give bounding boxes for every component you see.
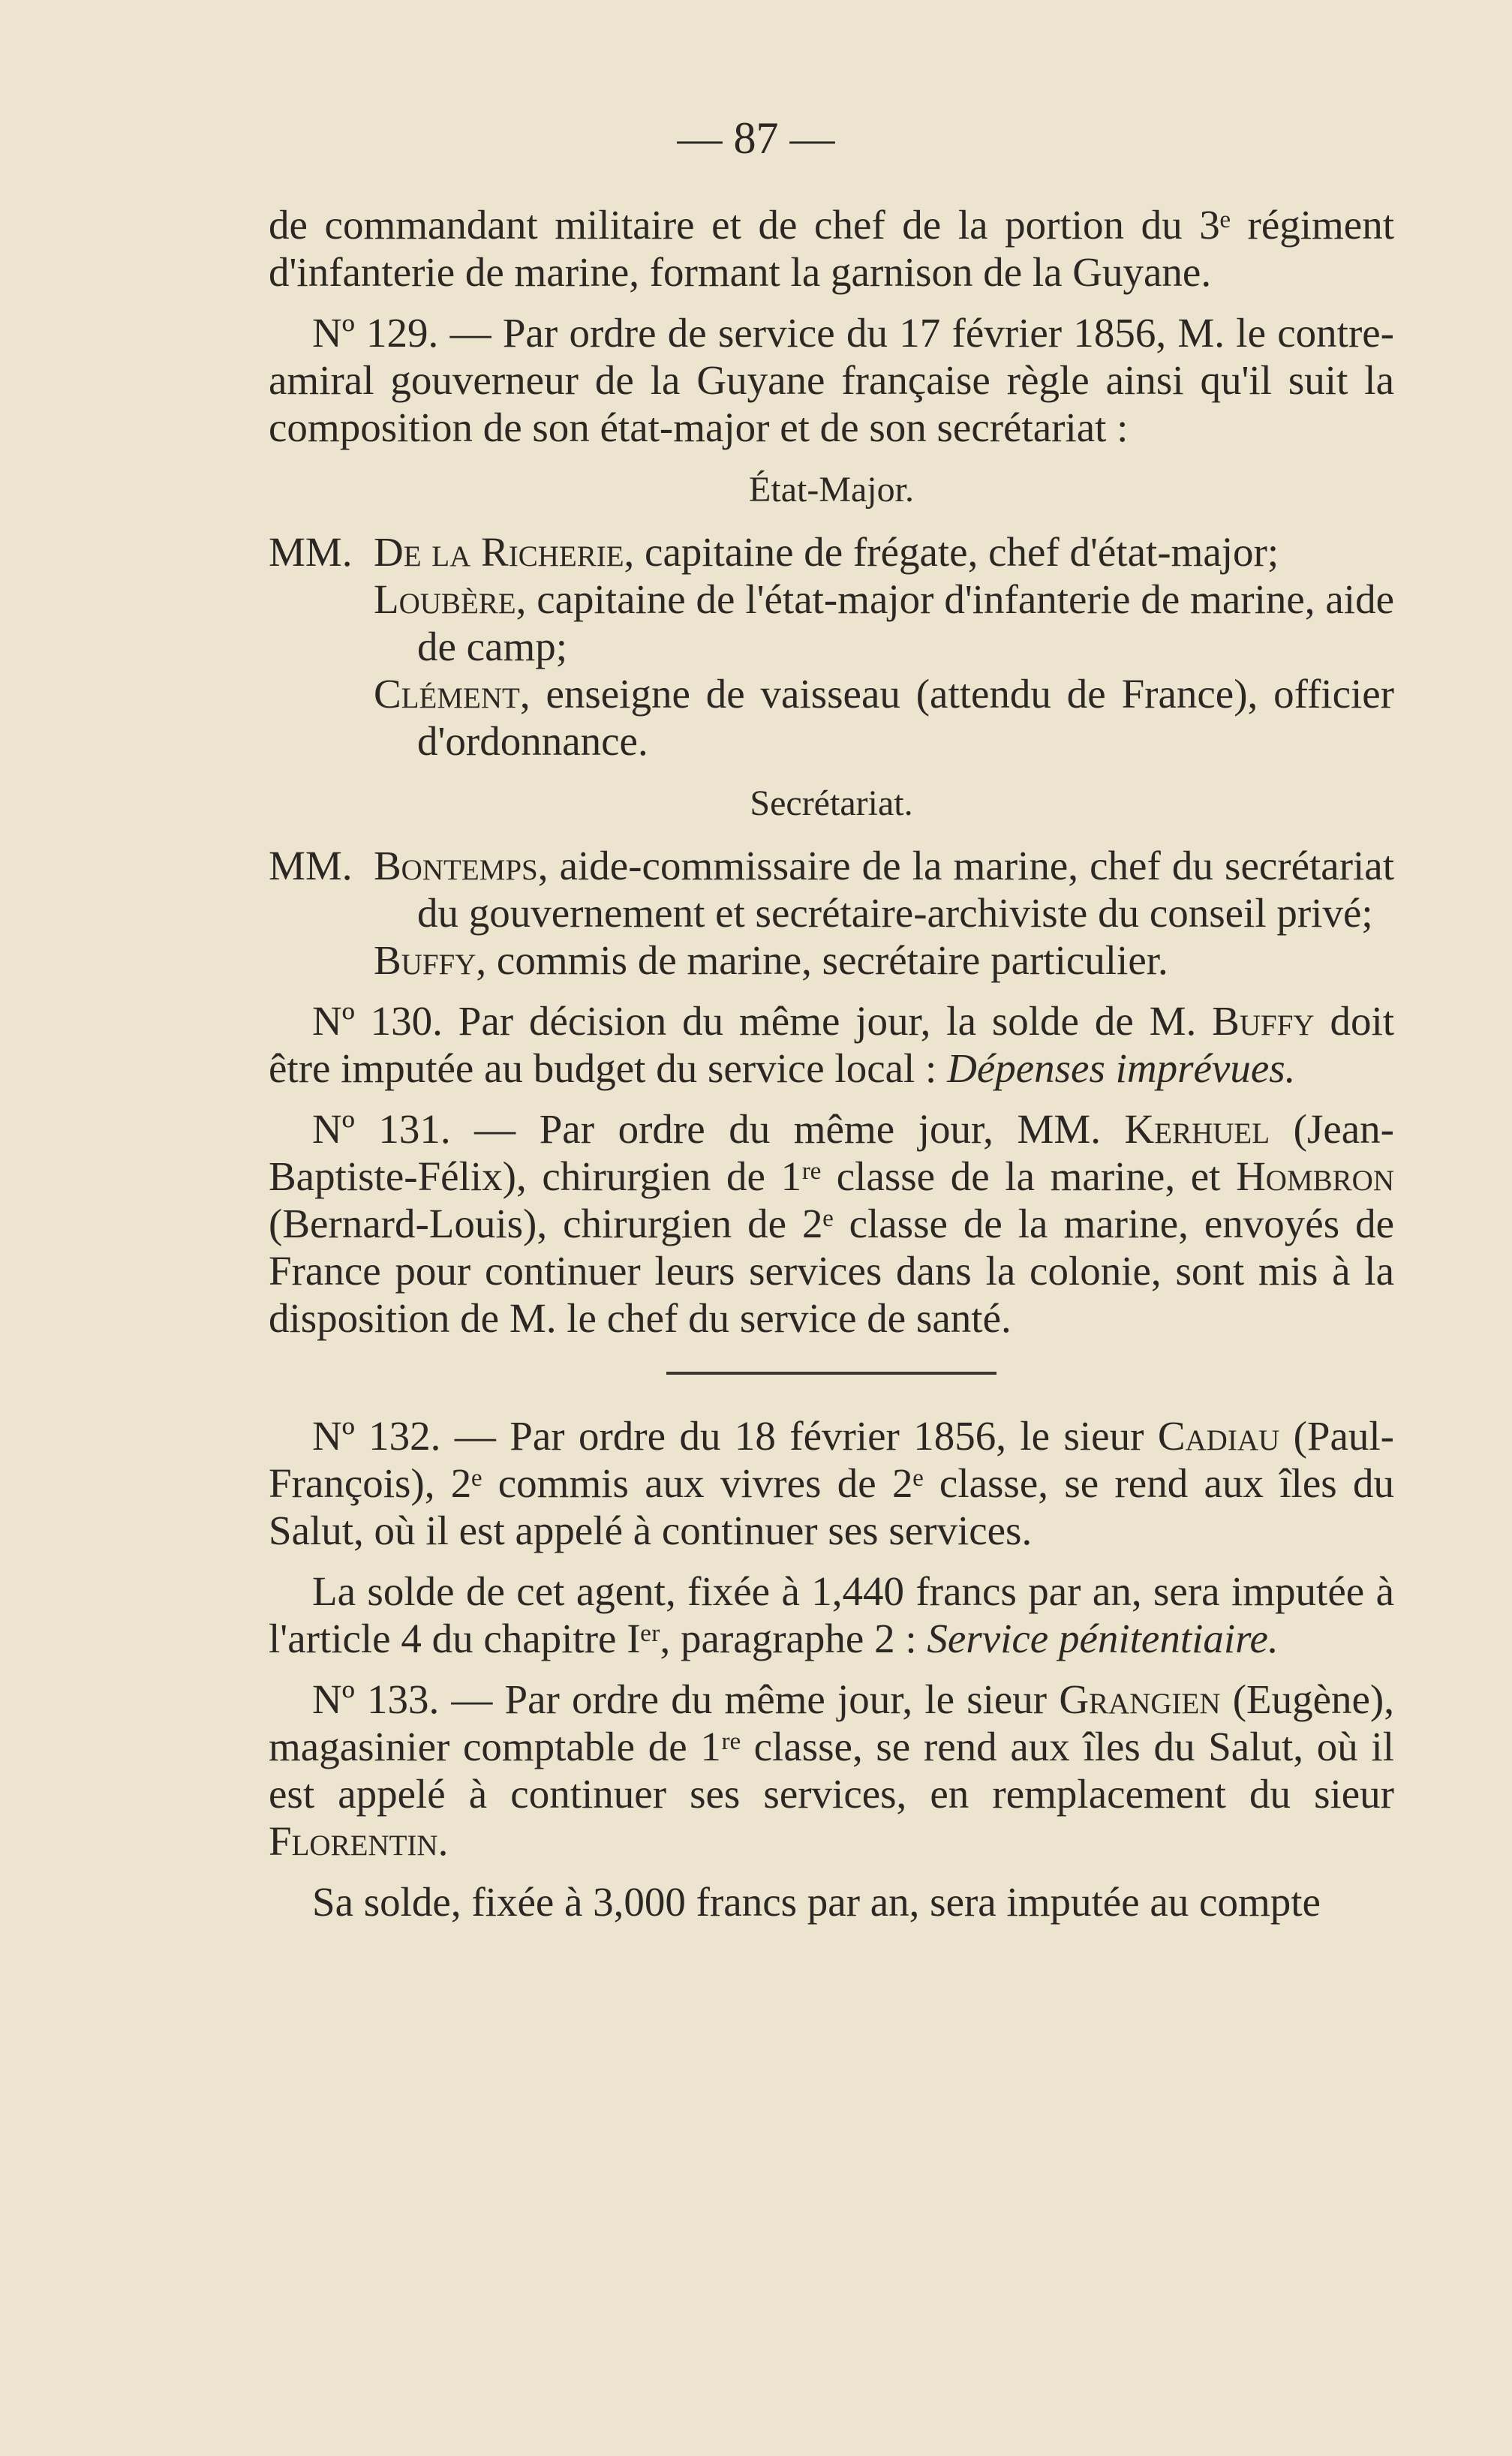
paragraph-133-solde: Sa solde, fixée à 3,000 francs par an, sera imputée au compte xyxy=(312,1879,1321,1925)
text-run: (Paul-François), 2ᵉ commis aux vivres de 2ᵉ classe, se rend aux îles du Salut, où il est appelé à continuer ses services. xyxy=(269,1413,1394,1553)
entry-text: , capitaine de l'état-major d'infanterie de marine, aide de camp; xyxy=(417,576,1394,669)
text-run: (Bernard-Louis), chirurgien de 2ᵉ classe de la marine, envoyés de France pour continuer leurs services dans la colonie, sont mis à la disposition de M. le chef du service de santé. xyxy=(269,1201,1394,1341)
entry-name: Loubère xyxy=(374,576,516,622)
entry-text: , capitaine de frégate, chef d'état-major; xyxy=(624,529,1279,575)
text-run: Nº 130. Par décision du même jour, la solde de M. xyxy=(312,998,1213,1044)
paragraph-132-solde xyxy=(269,1568,1394,1662)
text-run: Nº 131. — Par ordre du même jour, MM. xyxy=(312,1106,1125,1152)
section-divider xyxy=(666,1372,996,1375)
heading-secretariat: Secrétariat. xyxy=(750,783,913,823)
mm-label: MM. xyxy=(269,529,353,575)
text-run: (Jean-Baptiste-Félix), chirurgien de 1ʳᵉ classe de la marine, et xyxy=(269,1106,1395,1199)
secretariat-list xyxy=(269,842,1394,984)
page-number: — 87 — xyxy=(677,113,835,163)
italic-text: Service pénitentiaire. xyxy=(927,1616,1279,1661)
etat-major-list xyxy=(269,528,1394,765)
text-run: doit être imputée au budget du service local : xyxy=(269,998,1395,1091)
person-name: Kerhuel xyxy=(1124,1106,1270,1152)
entry-name: De la Richerie xyxy=(374,529,624,575)
entry-clement xyxy=(374,670,1394,765)
text-run: (Eugène), magasinier comptable de 1ʳᵉ classe, se rend aux îles du Salut, où il est appelé à continuer ses services, en remplacement du sieur xyxy=(269,1676,1394,1817)
paragraph-129: Nº 129. — Par ordre de service du 17 février 1856, M. le contre-amiral gouverneur de la Guyane française règle ainsi qu'il suit la composition de son état-major et de son secrétariat : xyxy=(269,310,1394,450)
entry-de-la-richerie xyxy=(374,528,1394,576)
page-body xyxy=(269,201,1394,1925)
entry-loubere xyxy=(374,576,1394,670)
person-name: Hombron xyxy=(1236,1153,1394,1199)
paragraph-131 xyxy=(269,1105,1394,1342)
paragraph-132 xyxy=(269,1412,1394,1554)
text-run: La solde de cet agent, fixée à 1,440 francs par an, sera imputée à l'article 4 du chapitre Iᵉʳ, paragraphe 2 : xyxy=(269,1568,1394,1661)
text-run: . xyxy=(437,1818,449,1864)
entry-buffy xyxy=(374,936,1394,984)
entry-text: , enseigne de vaisseau (attendu de France), officier d'ordonnance. xyxy=(417,671,1394,764)
person-name: Florentin xyxy=(269,1818,438,1864)
text-run: Nº 132. — Par ordre du 18 février 1856, le sieur xyxy=(312,1413,1158,1459)
person-name: Grangien xyxy=(1059,1676,1221,1722)
entry-name: Clément xyxy=(374,671,520,717)
paragraph-130 xyxy=(269,997,1394,1092)
entry-bontemps xyxy=(374,842,1394,936)
text-run: Nº 133. — Par ordre du même jour, le sieur xyxy=(312,1676,1060,1722)
heading-etat-major: État-Major. xyxy=(749,470,914,510)
entry-name: Bontemps xyxy=(374,843,538,888)
italic-text: Dépenses imprévues. xyxy=(947,1045,1296,1091)
entry-text: , commis de marine, secrétaire particulier. xyxy=(476,937,1168,983)
paragraph-133 xyxy=(269,1676,1394,1865)
entry-name: Buffy xyxy=(374,937,476,983)
entry-text: , aide-commissaire de la marine, chef du secrétariat du gouvernement et secrétaire-archiviste du conseil privé; xyxy=(417,843,1394,936)
person-name: Buffy xyxy=(1212,998,1315,1044)
person-name: Cadiau xyxy=(1157,1413,1280,1459)
paragraph-intro: de commandant militaire et de chef de la portion du 3ᵉ régiment d'infanterie de marine, formant la garnison de la Guyane. xyxy=(269,202,1394,295)
mm-label: MM. xyxy=(269,843,353,888)
